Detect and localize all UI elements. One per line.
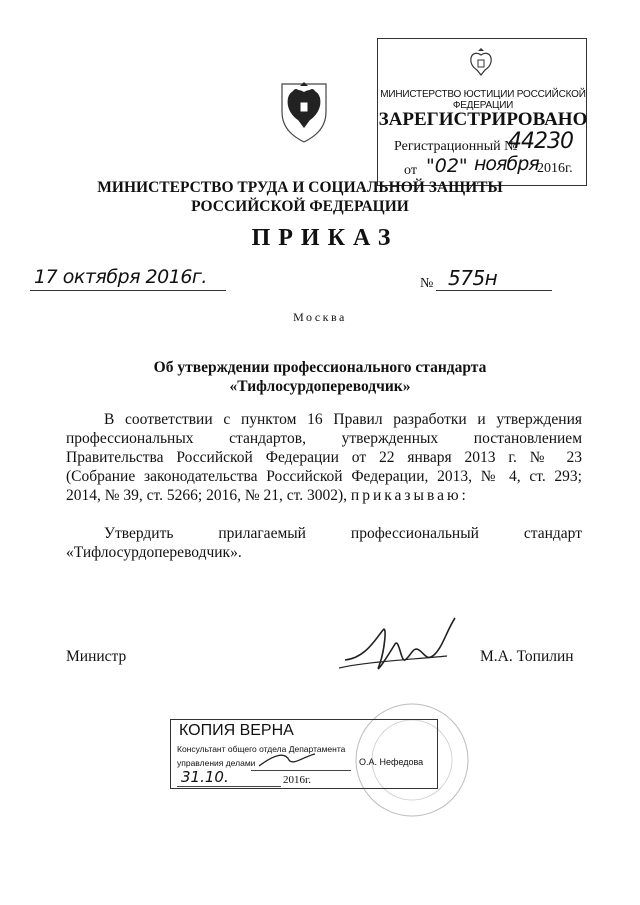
stamp-date-year: 2016г.	[537, 161, 573, 176]
stamp-number-label: Регистрационный №	[394, 139, 518, 154]
copy-stamp-date: 31.10.	[181, 768, 229, 786]
stamp-date-prefix: от	[404, 163, 417, 178]
order-number-sign: №	[420, 276, 434, 291]
copy-stamp-year: 2016г.	[283, 774, 312, 786]
body-line: профессиональных стандартов, утвержденных постановлением	[66, 430, 582, 447]
ministry-title	[80, 178, 520, 216]
copy-stamp-title: КОПИЯ ВЕРНА	[179, 722, 294, 739]
signatory-name: М.А. Топилин	[480, 648, 574, 665]
body-line: «Тифлосурдопереводчик».	[66, 544, 242, 561]
order-number: 575н	[448, 266, 498, 290]
body-line: Утвердить прилагаемый профессиональный стандарт	[104, 525, 582, 542]
date-underline	[30, 290, 226, 291]
subject-line2: «Тифлосурдопереводчик»	[229, 378, 411, 395]
copy-stamp-department: управления делами	[177, 758, 256, 768]
body-line	[66, 486, 469, 505]
copy-certification-stamp	[170, 719, 438, 789]
stamp-registered-label: ЗАРЕГИСТРИРОВАНО	[378, 109, 588, 130]
body-line: Правительства Российской Федерации от 22 января 2013 г. № 23	[66, 449, 582, 466]
order-subject	[100, 358, 540, 396]
stamp-date-month: ноября	[474, 153, 539, 175]
order-date: 17 октября 2016г.	[34, 266, 207, 288]
signatory-title: Министр	[66, 648, 127, 665]
subject-line1: Об утверждении профессионального стандарта	[153, 359, 487, 376]
copy-stamp-signer: О.А. Нефедова	[359, 757, 424, 767]
copy-date-line	[177, 786, 281, 787]
ministry-title-line1: МИНИСТЕРСТВО ТРУДА И СОЦИАЛЬНОЙ ЗАЩИТЫ	[97, 179, 503, 196]
number-underline	[436, 290, 552, 291]
copy-stamp-signature	[255, 750, 345, 768]
registration-stamp	[377, 38, 587, 186]
minister-signature	[335, 610, 465, 685]
ministry-title-line2: РОССИЙСКОЙ ФЕДЕРАЦИИ	[191, 198, 409, 215]
copy-signature-line	[251, 770, 351, 771]
body-line: (Собрание законодательства Российской Федерации, 2013, № 4, ст. 293;	[66, 468, 582, 485]
body-line-text: 2014, № 39, ст. 5266; 2016, № 21, ст. 3002),	[66, 487, 348, 504]
order-verb: приказываю:	[350, 487, 469, 504]
body-line: В соответствии с пунктом 16 Правил разработки и утверждения	[104, 411, 582, 428]
city: Москва	[293, 310, 347, 324]
stamp-date-day: "02"	[426, 155, 468, 177]
coat-of-arms-small-icon	[464, 47, 498, 83]
coat-of-arms-emblem	[274, 78, 334, 144]
stamp-number-value: 44230	[508, 129, 573, 154]
document-type: ПРИКАЗ	[251, 225, 399, 251]
copy-stamp-position: Консультант общего отдела Департамента	[177, 744, 346, 754]
stamp-ministry-name: МИНИСТЕРСТВО ЮСТИЦИИ РОССИЙСКОЙ ФЕДЕРАЦИИ	[380, 89, 586, 111]
